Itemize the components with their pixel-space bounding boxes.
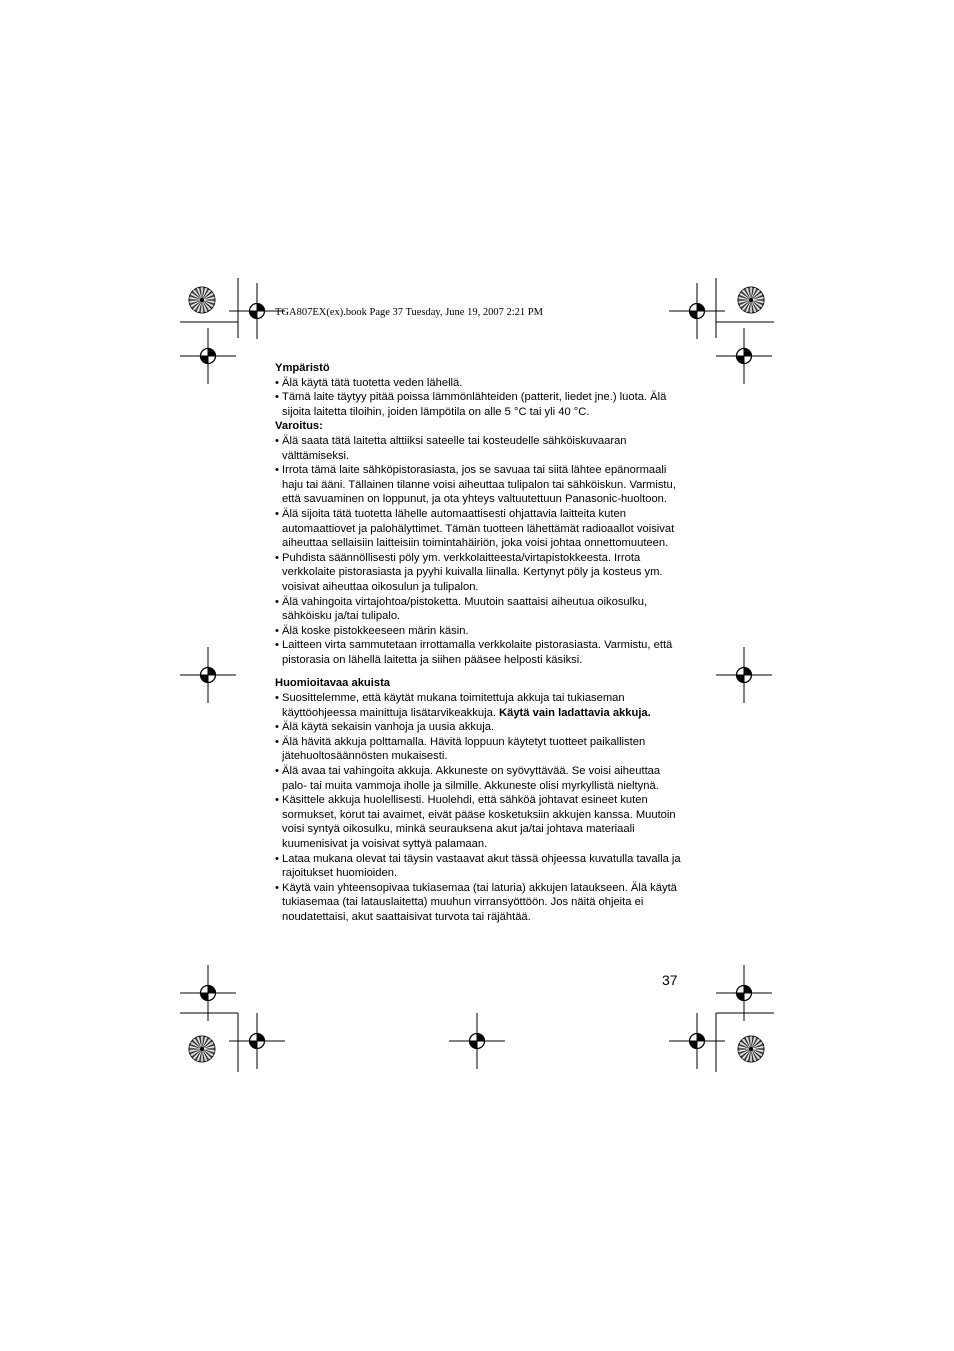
color-star-center bbox=[200, 1047, 204, 1051]
print-header: TGA807EX(ex).book Page 37 Tuesday, June 19, 2007 2:21 PM bbox=[275, 307, 543, 318]
list-item: • Älä avaa tai vahingoita akkuja. Akkuneste on syövyttävää. Se voisi aiheuttaa palo- tai muita vammoja iholle ja silmille. Akkuneste olisi myrkyllistä nieltynä. bbox=[275, 764, 685, 793]
color-star-center bbox=[749, 298, 753, 302]
color-star-center bbox=[200, 298, 204, 302]
page-number: 37 bbox=[662, 972, 678, 988]
section-title: Ympäristö bbox=[275, 362, 330, 374]
list-item: • Älä käytä sekaisin vanhoja ja uusia akkuja. bbox=[275, 720, 685, 735]
list-item: • Älä sijoita tätä tuotetta lähelle automaattisesti ohjattavia laitteita kuten automaattiovet ja palohälyttimet. Tämän tuotteen lähettämät radioaallot voisivat aiheuttaa sellaisiin laitteisiin toimintahäiriön, joka voisi johtaa onnettomuuteen. bbox=[275, 507, 685, 551]
list-item: • Älä vahingoita virtajohtoa/pistoketta. Muutoin saattaisi aiheutua oikosulku, sähköisku ja/tai tulipalo. bbox=[275, 595, 685, 624]
section-batteries bbox=[275, 676, 685, 924]
list-item-text: Suosittelemme, että käytät mukana toimitettuja akkuja tai tukiaseman käyttöohjeessa mainittuja lisätarvikeakkuja. bbox=[282, 692, 625, 719]
list-item: • Käytä vain yhteensopivaa tukiasemaa (tai laturia) akkujen lataukseen. Älä käytä tukiasemaa (tai latauslaitetta) muuhun virransyöttöön. Jos näitä ohjeita ei noudatettaisi, akut saattaisivat turvota tai räjähtää. bbox=[275, 881, 685, 925]
list-item: • Tämä laite täytyy pitää poissa lämmönlähteiden (patterit, liedet jne.) luota. Älä sijoita laitetta tiloihin, joiden lämpötila on alle 5 °C tai yli 40 °C. bbox=[275, 390, 685, 419]
section-title: Huomioitavaa akuista bbox=[275, 677, 391, 690]
section-title: Varoitus: bbox=[275, 420, 323, 433]
list-item-emphasis: Käytä vain ladattavia akkuja. bbox=[499, 706, 651, 719]
list-item: • Älä hävitä akkuja polttamalla. Hävitä loppuun käytetyt tuotteet paikallisten jätehuoltosäännösten mukaisesti. bbox=[275, 735, 685, 764]
list-item bbox=[275, 691, 685, 720]
list-item: • Käsittele akkuja huolellisesti. Huolehdi, että sähköä johtavat esineet kuten sormukset, korut tai avaimet, eivät pääse kosketuksiin akkujen kanssa. Muutoin voisi syntyä oikosulku, minkä seurauksena akut ja/tai johtava materiaali kuumenisivat ja voisivat syttyä palamaan. bbox=[275, 793, 685, 851]
list-item: • Älä käytä tätä tuotetta veden lähellä. bbox=[275, 376, 685, 391]
page-content bbox=[275, 361, 685, 925]
color-star-center bbox=[749, 1047, 753, 1051]
section-environment bbox=[275, 361, 685, 419]
list-item: • Irrota tämä laite sähköpistorasiasta, jos se savuaa tai siitä lähtee epänormaali haju tai ääni. Tällainen tilanne voisi aiheuttaa tulipalon tai sähköiskun. Varmistu, että savuaminen on loppunut, ja ota yhteys valtuutettuun Panasonic-huoltoon. bbox=[275, 463, 685, 507]
list-item: • Älä koske pistokkeeseen märin käsin. bbox=[275, 624, 685, 639]
list-item: • Laitteen virta sammutetaan irrottamalla verkkolaite pistorasiasta. Varmistu, että pistorasia on lähellä laitetta ja siihen pääsee helposti käsiksi. bbox=[275, 638, 685, 667]
list-item: • Älä saata tätä laitetta alttiiksi sateelle tai kosteudelle sähköiskuvaaran välttämiseksi. bbox=[275, 434, 685, 463]
list-item: • Lataa mukana olevat tai täysin vastaavat akut tässä ohjeessa kuvatulla tavalla ja rajoitukset huomioiden. bbox=[275, 852, 685, 881]
section-warning bbox=[275, 419, 685, 667]
list-item: • Puhdista säännöllisesti pöly ym. verkkolaitteesta/virtapistokkeesta. Irrota verkkolaite pistorasiasta ja pyyhi kuivalla liinalla. Kertynyt pöly ja kosteus ym. voisivat aiheuttaa oikosulun ja tulipalon. bbox=[275, 551, 685, 595]
